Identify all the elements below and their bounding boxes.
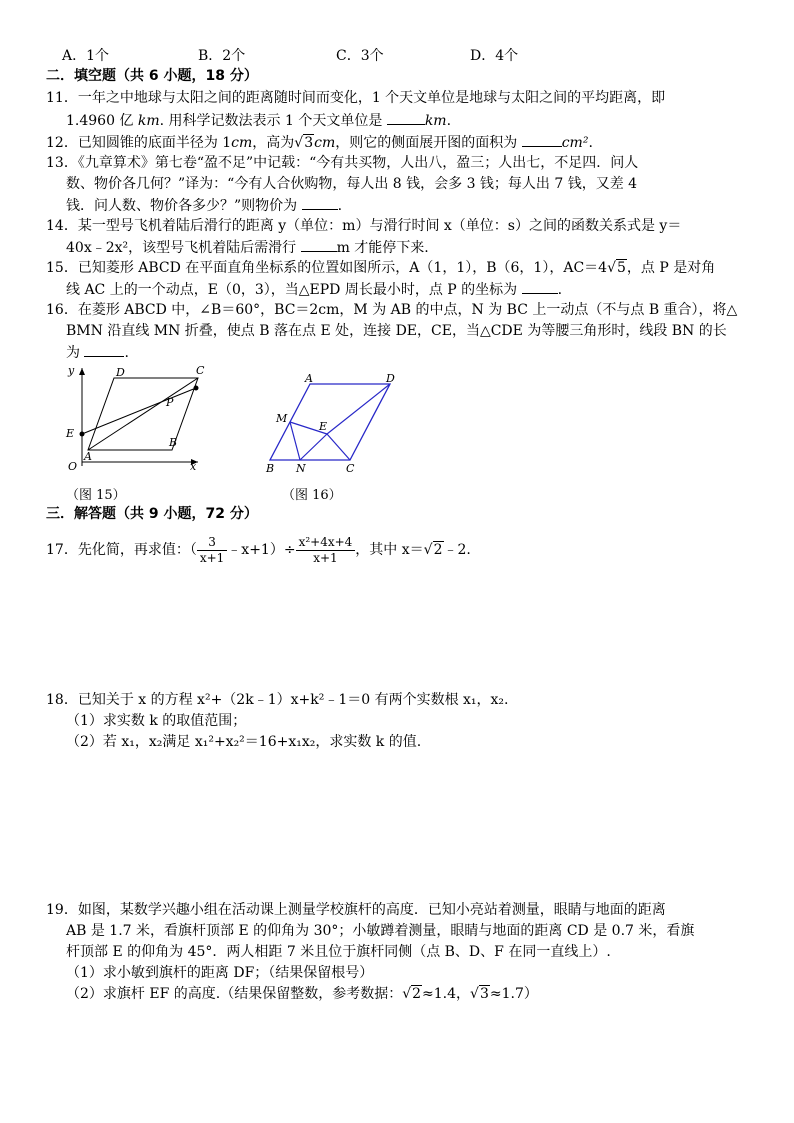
fig16-segment-ce <box>327 434 350 460</box>
q14-line1: 14．某一型号飞机着陆后滑行的距离 y（单位：m）与滑行时间 x（单位：s）之间的函数关系式是 y＝ <box>46 218 682 234</box>
fig15-caption: （图 15） <box>66 488 126 503</box>
fig15-label-o: O <box>68 460 78 473</box>
q16-answer-blank[interactable] <box>84 342 124 357</box>
q14-line2: 40x﹣2x²，该型号飞机着陆后需滑行 m 才能停下来. <box>66 237 429 258</box>
option-a: A．1个 <box>62 48 110 64</box>
fig15-label-p: P <box>166 396 174 409</box>
q12-line: 12．已知圆锥的底面半径为 1cm，高为√3cm，则它的侧面展开图的面积为 cm². <box>46 132 593 153</box>
q17-line: 17．先化简，再求值：（ $\frac{3}{x+1}$ ﹣x+1）÷ $\frac{\text{x²+4x+4}}{x+1}$ ，其中 x＝√2﹣2. <box>46 534 471 565</box>
fig16-rhombus <box>270 384 390 460</box>
figure-16 <box>262 372 408 476</box>
fig15-segment-ep <box>82 388 196 434</box>
figure-15 <box>58 362 208 474</box>
fig16-segment-mn <box>290 422 300 460</box>
fig16-label-n: N <box>296 462 306 475</box>
q15-line1: 15．已知菱形 ABCD 在平面直角坐标系的位置如图所示，A（1，1），B（6，1），AC＝4√5，点 P 是对角 <box>46 260 716 276</box>
q12-answer-blank[interactable] <box>522 132 562 147</box>
q16-line2: BMN 沿直线 MN 折叠，使点 B 落在点 E 处，连接 DE，CE，当△CDE 为等腰三角形时，线段 BN 的长 <box>66 323 727 339</box>
q13-line2: 数、物价各几何？”译为：“今有人合伙购物，每人出 8 钱，会多 3 钱；每人出 7 钱，又差 4 <box>66 176 638 192</box>
fig16-label-e: E <box>319 420 328 433</box>
q15-line2: 线 AC 上的一个动点，E（0，3），当△EPD 周长最小时，点 P 的坐标为 . <box>66 279 562 300</box>
fig16-label-b: B <box>266 462 275 475</box>
fig15-point-e <box>80 432 85 437</box>
fig16-label-a: A <box>305 372 313 385</box>
q16-line3: 为 . <box>66 342 129 363</box>
fig16-caption: （图 16） <box>282 488 342 503</box>
section3-title: 三．解答题（共 9 小题，72 分） <box>46 506 258 522</box>
fig15-label-d: D <box>116 366 125 379</box>
q13-line1: 13．《九章算术》第七卷“盈不足”中记载：“今有共买物，人出八，盈三；人出七，不足四．问人 <box>46 155 639 171</box>
q15-answer-blank[interactable] <box>522 279 558 294</box>
q11-line2: 1.4960 亿 km. 用科学记数法表示 1 个天文单位是 km. <box>66 110 451 131</box>
q11-line1: 11．一年之中地球与太阳之间的距离随时间而变化，1 个天文单位是地球与太阳之间的平均距离，即 <box>46 90 666 106</box>
q14-answer-blank[interactable] <box>301 237 337 252</box>
fig16-label-c: C <box>346 462 355 475</box>
fig15-label-c: C <box>196 364 205 377</box>
fig15-point-p <box>194 386 199 391</box>
q18-line2: （1）求实数 k 的取值范围； <box>66 713 247 729</box>
fig16-label-m: M <box>276 412 288 425</box>
q19-line4: （1）求小敏到旗杆的距离 DF；（结果保留根号） <box>66 965 374 981</box>
fig15-label-y: y <box>68 364 75 377</box>
q17-fraction-1: $\frac{3}{x+1}$ <box>197 535 227 566</box>
option-c: C．3个 <box>336 48 384 64</box>
q13-line3: 钱．问人数、物价各多少？”则物价为 . <box>66 195 342 216</box>
q19-line5: （2）求旗杆 EF 的高度.（结果保留整数，参考数据：√2≈1.4，√3≈1.7） <box>66 986 538 1002</box>
option-b: B．2个 <box>198 48 246 64</box>
fig15-label-e: E <box>66 427 75 440</box>
fig15-label-a: A <box>84 450 92 463</box>
section2-title: 二．填空题（共 6 小题，18 分） <box>46 68 258 84</box>
q19-line1: 19．如图，某数学兴趣小组在活动课上测量学校旗杆的高度．已知小亮站着测量，眼睛与地面的距离 <box>46 902 666 918</box>
fig15-label-b: B <box>169 436 178 449</box>
q13-answer-blank[interactable] <box>302 195 338 210</box>
option-d: D．4个 <box>470 48 519 64</box>
fig15-diagonal-ac <box>88 378 198 450</box>
fig16-segment-de <box>327 384 390 434</box>
q18-line1: 18．已知关于 x 的方程 x²+（2k﹣1）x+k²﹣1＝0 有两个实数根 x₁，x₂. <box>46 692 509 708</box>
fig16-label-d: D <box>386 372 395 385</box>
q19-line2: AB 是 1.7 米，看旗杆顶部 E 的仰角为 30°；小敏蹲着测量，眼睛与地面的距离 CD 是 0.7 米，看旗 <box>66 923 695 939</box>
q11-answer-blank[interactable] <box>387 110 425 125</box>
q17-fraction-2: $\frac{\text{x²+4x+4}}{x+1}$ <box>296 535 356 566</box>
fig15-label-x: x <box>190 460 197 473</box>
fig16-segment-ne <box>300 434 327 460</box>
q19-line3: 杆顶部 E 的仰角为 45°．两人相距 7 米且位于旗杆同侧（点 B、D、F 在同一直线上）. <box>66 944 611 960</box>
q18-line3: （2）若 x₁，x₂满足 x₁²+x₂²＝16+x₁x₂，求实数 k 的值. <box>66 734 422 750</box>
q16-line1: 16．在菱形 ABCD 中，∠B＝60°，BC＝2cm，M 为 AB 的中点，N 为 BC 上一动点（不与点 B 重合），将△ <box>46 302 738 318</box>
fig15-y-arrow-icon <box>79 368 85 375</box>
